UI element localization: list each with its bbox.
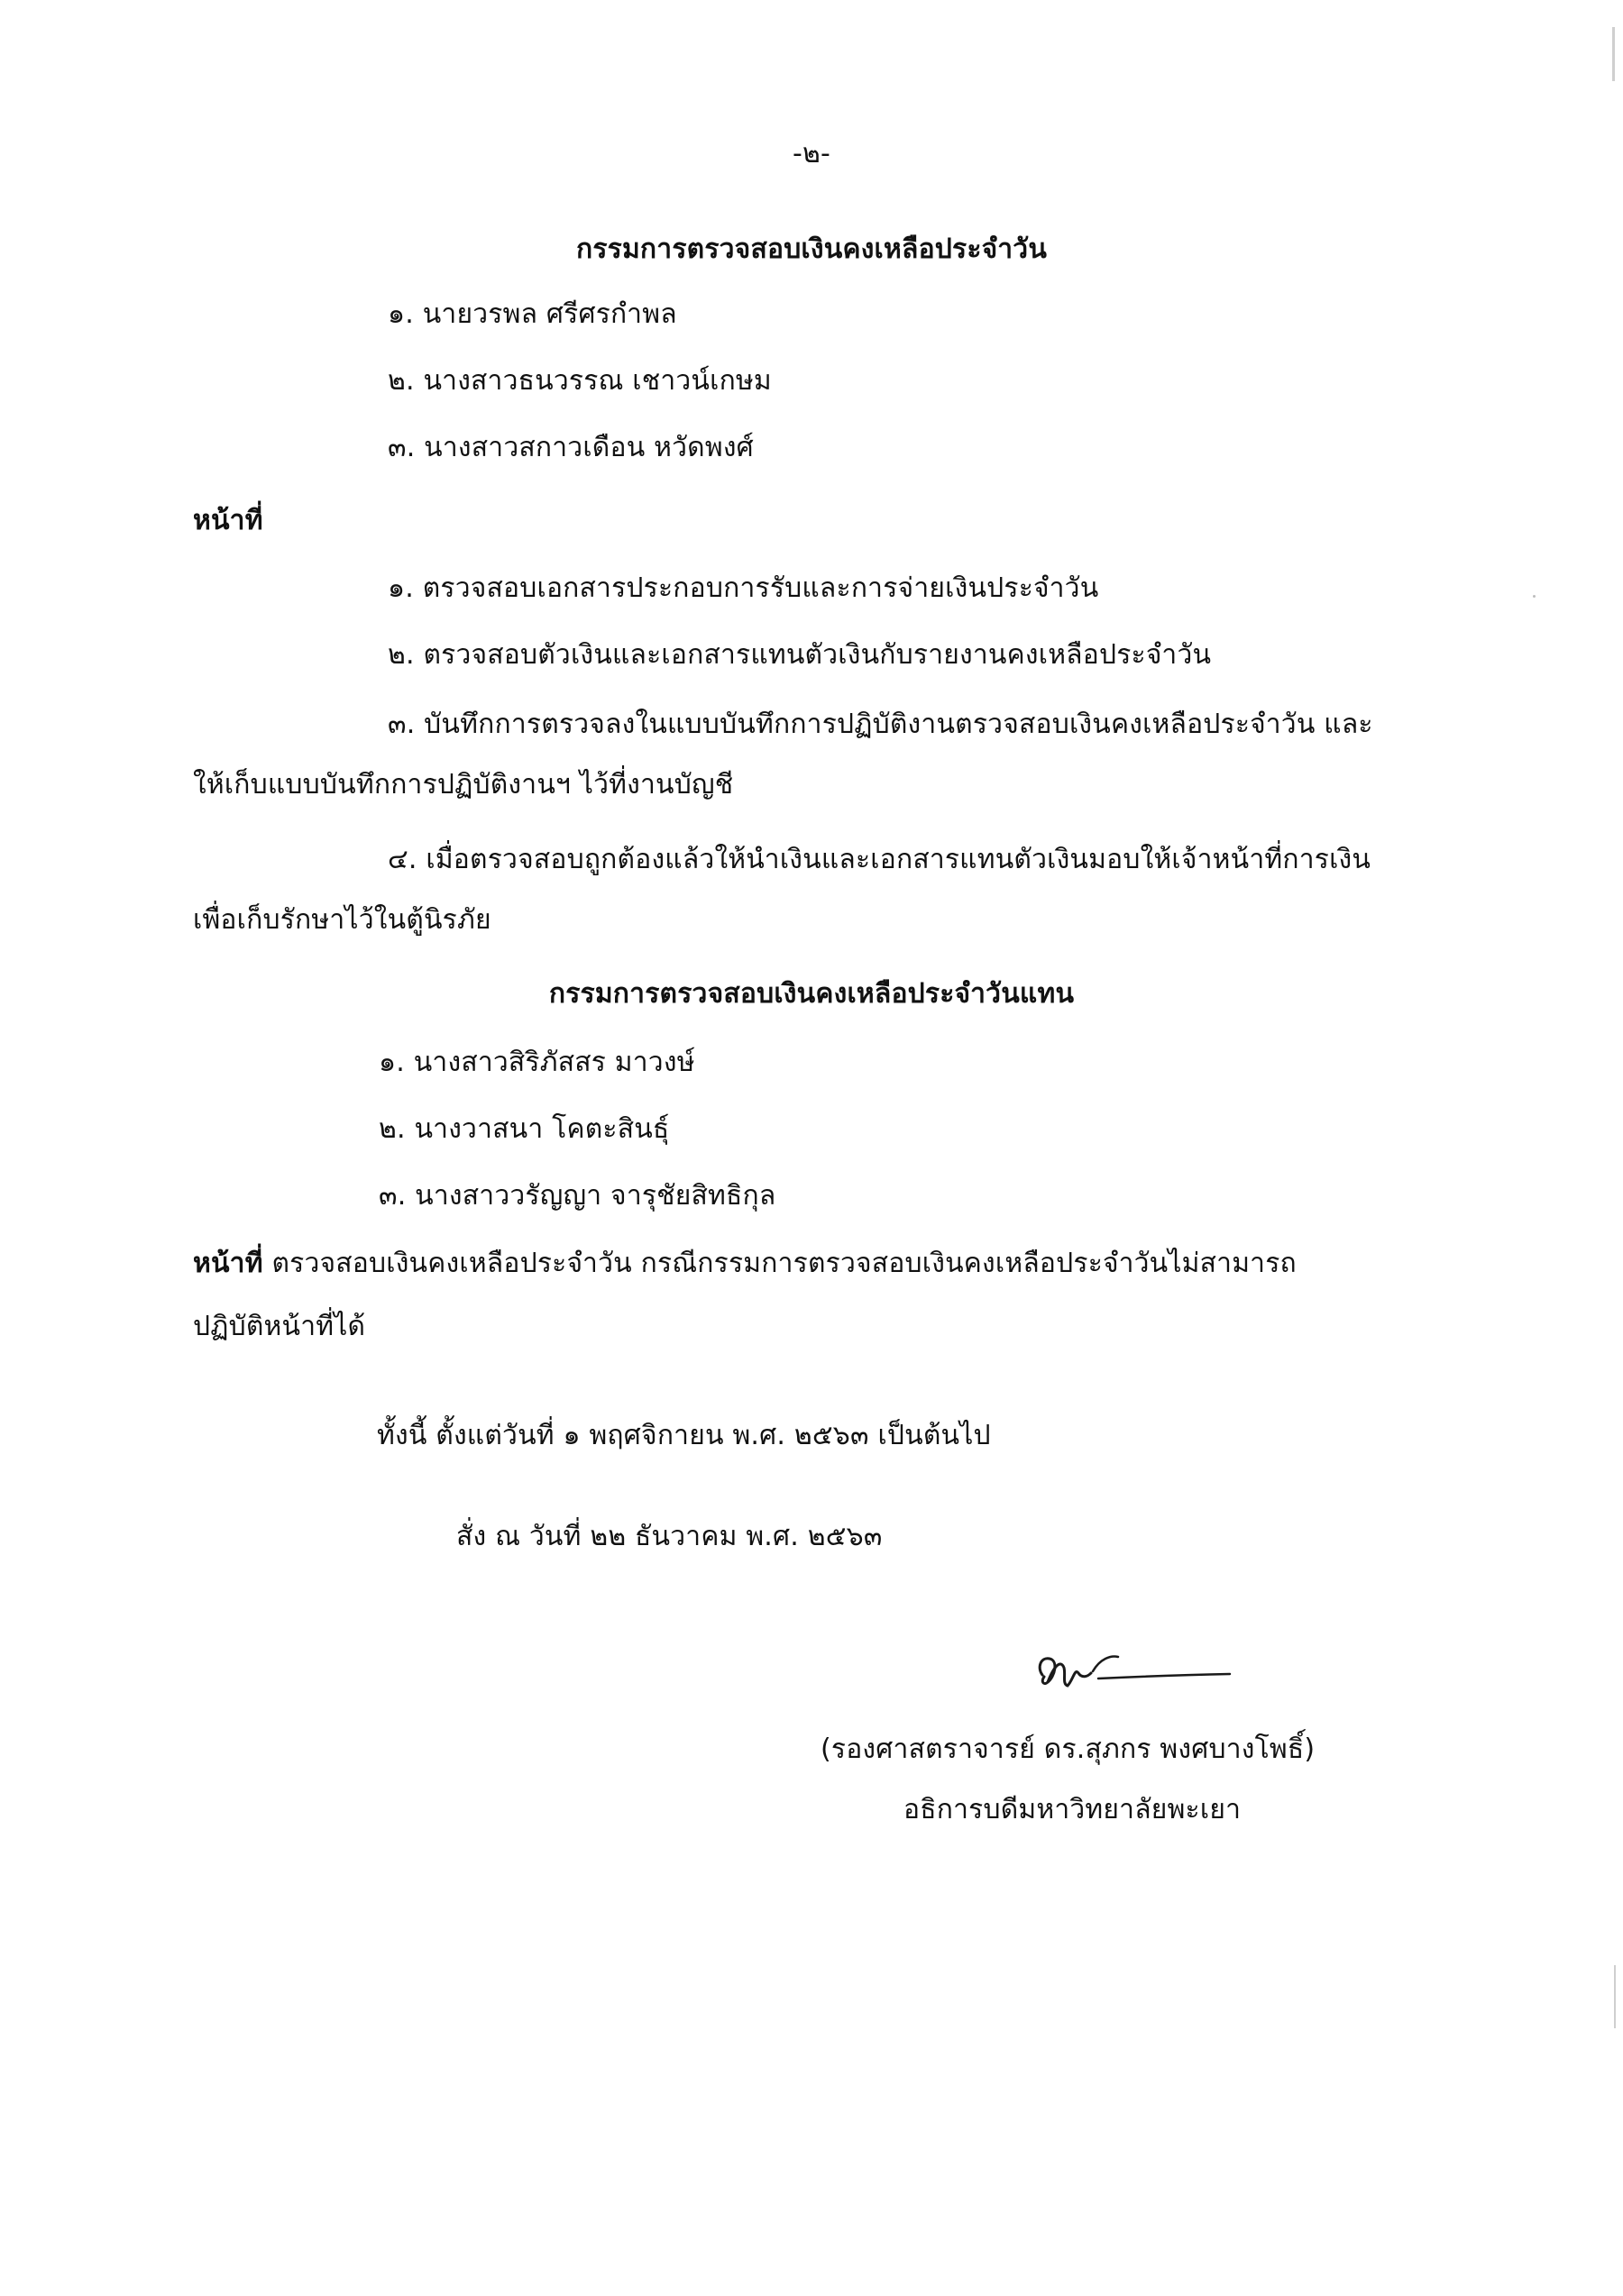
scan-edge-mark-bottom (1614, 1965, 1616, 2028)
scan-edge-mark-top (1612, 27, 1615, 81)
section1-duty-heading: หน้าที่ (193, 505, 263, 536)
section1-member-1: ๑. นายวรพล ศรีศรกำพล (388, 298, 677, 330)
order-date-prefix: สั่ง ณ วันที่ (456, 1521, 591, 1552)
section1-duty-3-line1: ๓. บันทึกการตรวจลงในแบบบันทึกการปฏิบัติงานตรวจสอบเงินคงเหลือประจำวัน และ (388, 709, 1373, 740)
section1-member-3: ๓. นางสาวสกาวเดือน หวัดพงศ์ (388, 432, 754, 463)
order-date-suffix: ธันวาคม พ.ศ. ๒๕๖๓ (626, 1521, 883, 1552)
section2-member-3: ๓. นางสาววรัญญา จารุชัยสิทธิกุล (379, 1180, 776, 1212)
section2-duty-line1 (193, 1245, 1297, 1283)
section2-duty-text: ตรวจสอบเงินคงเหลือประจำวัน กรณีกรรมการตรวจสอบเงินคงเหลือประจำวันไม่สามารถ (262, 1248, 1297, 1279)
section1-duty-3-line2: ให้เก็บแบบบันทึกการปฏิบัติงานฯ ไว้ที่งานบัญชี (193, 769, 734, 800)
section1-title: กรรมการตรวจสอบเงินคงเหลือประจำวัน (575, 233, 1048, 265)
section2-duty-line2: ปฏิบัติหน้าที่ได้ (193, 1311, 366, 1342)
page-number: -๒- (792, 138, 831, 169)
signature-image (1028, 1641, 1244, 1713)
section1-duty-1: ๑. ตรวจสอบเอกสารประกอบการรับและการจ่ายเงินประจำวัน (388, 572, 1099, 604)
effective-date: ทั้งนี้ ตั้งแต่วันที่ ๑ พฤศจิกายน พ.ศ. ๒๕๖๓ เป็นต้นไป (377, 1420, 991, 1451)
order-date (456, 1518, 883, 1556)
section2-duty-label: หน้าที่ (193, 1248, 263, 1279)
signatory-position: อธิการบดีมหาวิทยาลัยพะเยา (903, 1794, 1242, 1825)
section1-duty-4-line2: เพื่อเก็บรักษาไว้ในตู้นิรภัย (193, 904, 491, 936)
section1-duty-2: ๒. ตรวจสอบตัวเงินและเอกสารแทนตัวเงินกับรายงานคงเหลือประจำวัน (388, 639, 1212, 671)
order-date-day: ๒๒ (590, 1521, 627, 1552)
section2-member-2: ๒. นางวาสนา โคตะสินธุ์ (379, 1113, 670, 1145)
section1-duty-4-line1: ๔. เมื่อตรวจสอบถูกต้องแล้วให้นำเงินและเอกสารแทนตัวเงินมอบให้เจ้าหน้าที่การเงิน (388, 844, 1371, 875)
section2-member-1: ๑. นางสาวสิริภัสสร มาวงษ์ (379, 1047, 695, 1078)
section2-title: กรรมการตรวจสอบเงินคงเหลือประจำวันแทน (548, 978, 1075, 1010)
signatory-name: (รองศาสตราจารย์ ดร.สุภกร พงศบางโพธิ์) (821, 1733, 1316, 1765)
section1-member-2: ๒. นางสาวธนวรรณ เชาวน์เกษม (388, 365, 772, 397)
scan-speck (1533, 595, 1536, 598)
